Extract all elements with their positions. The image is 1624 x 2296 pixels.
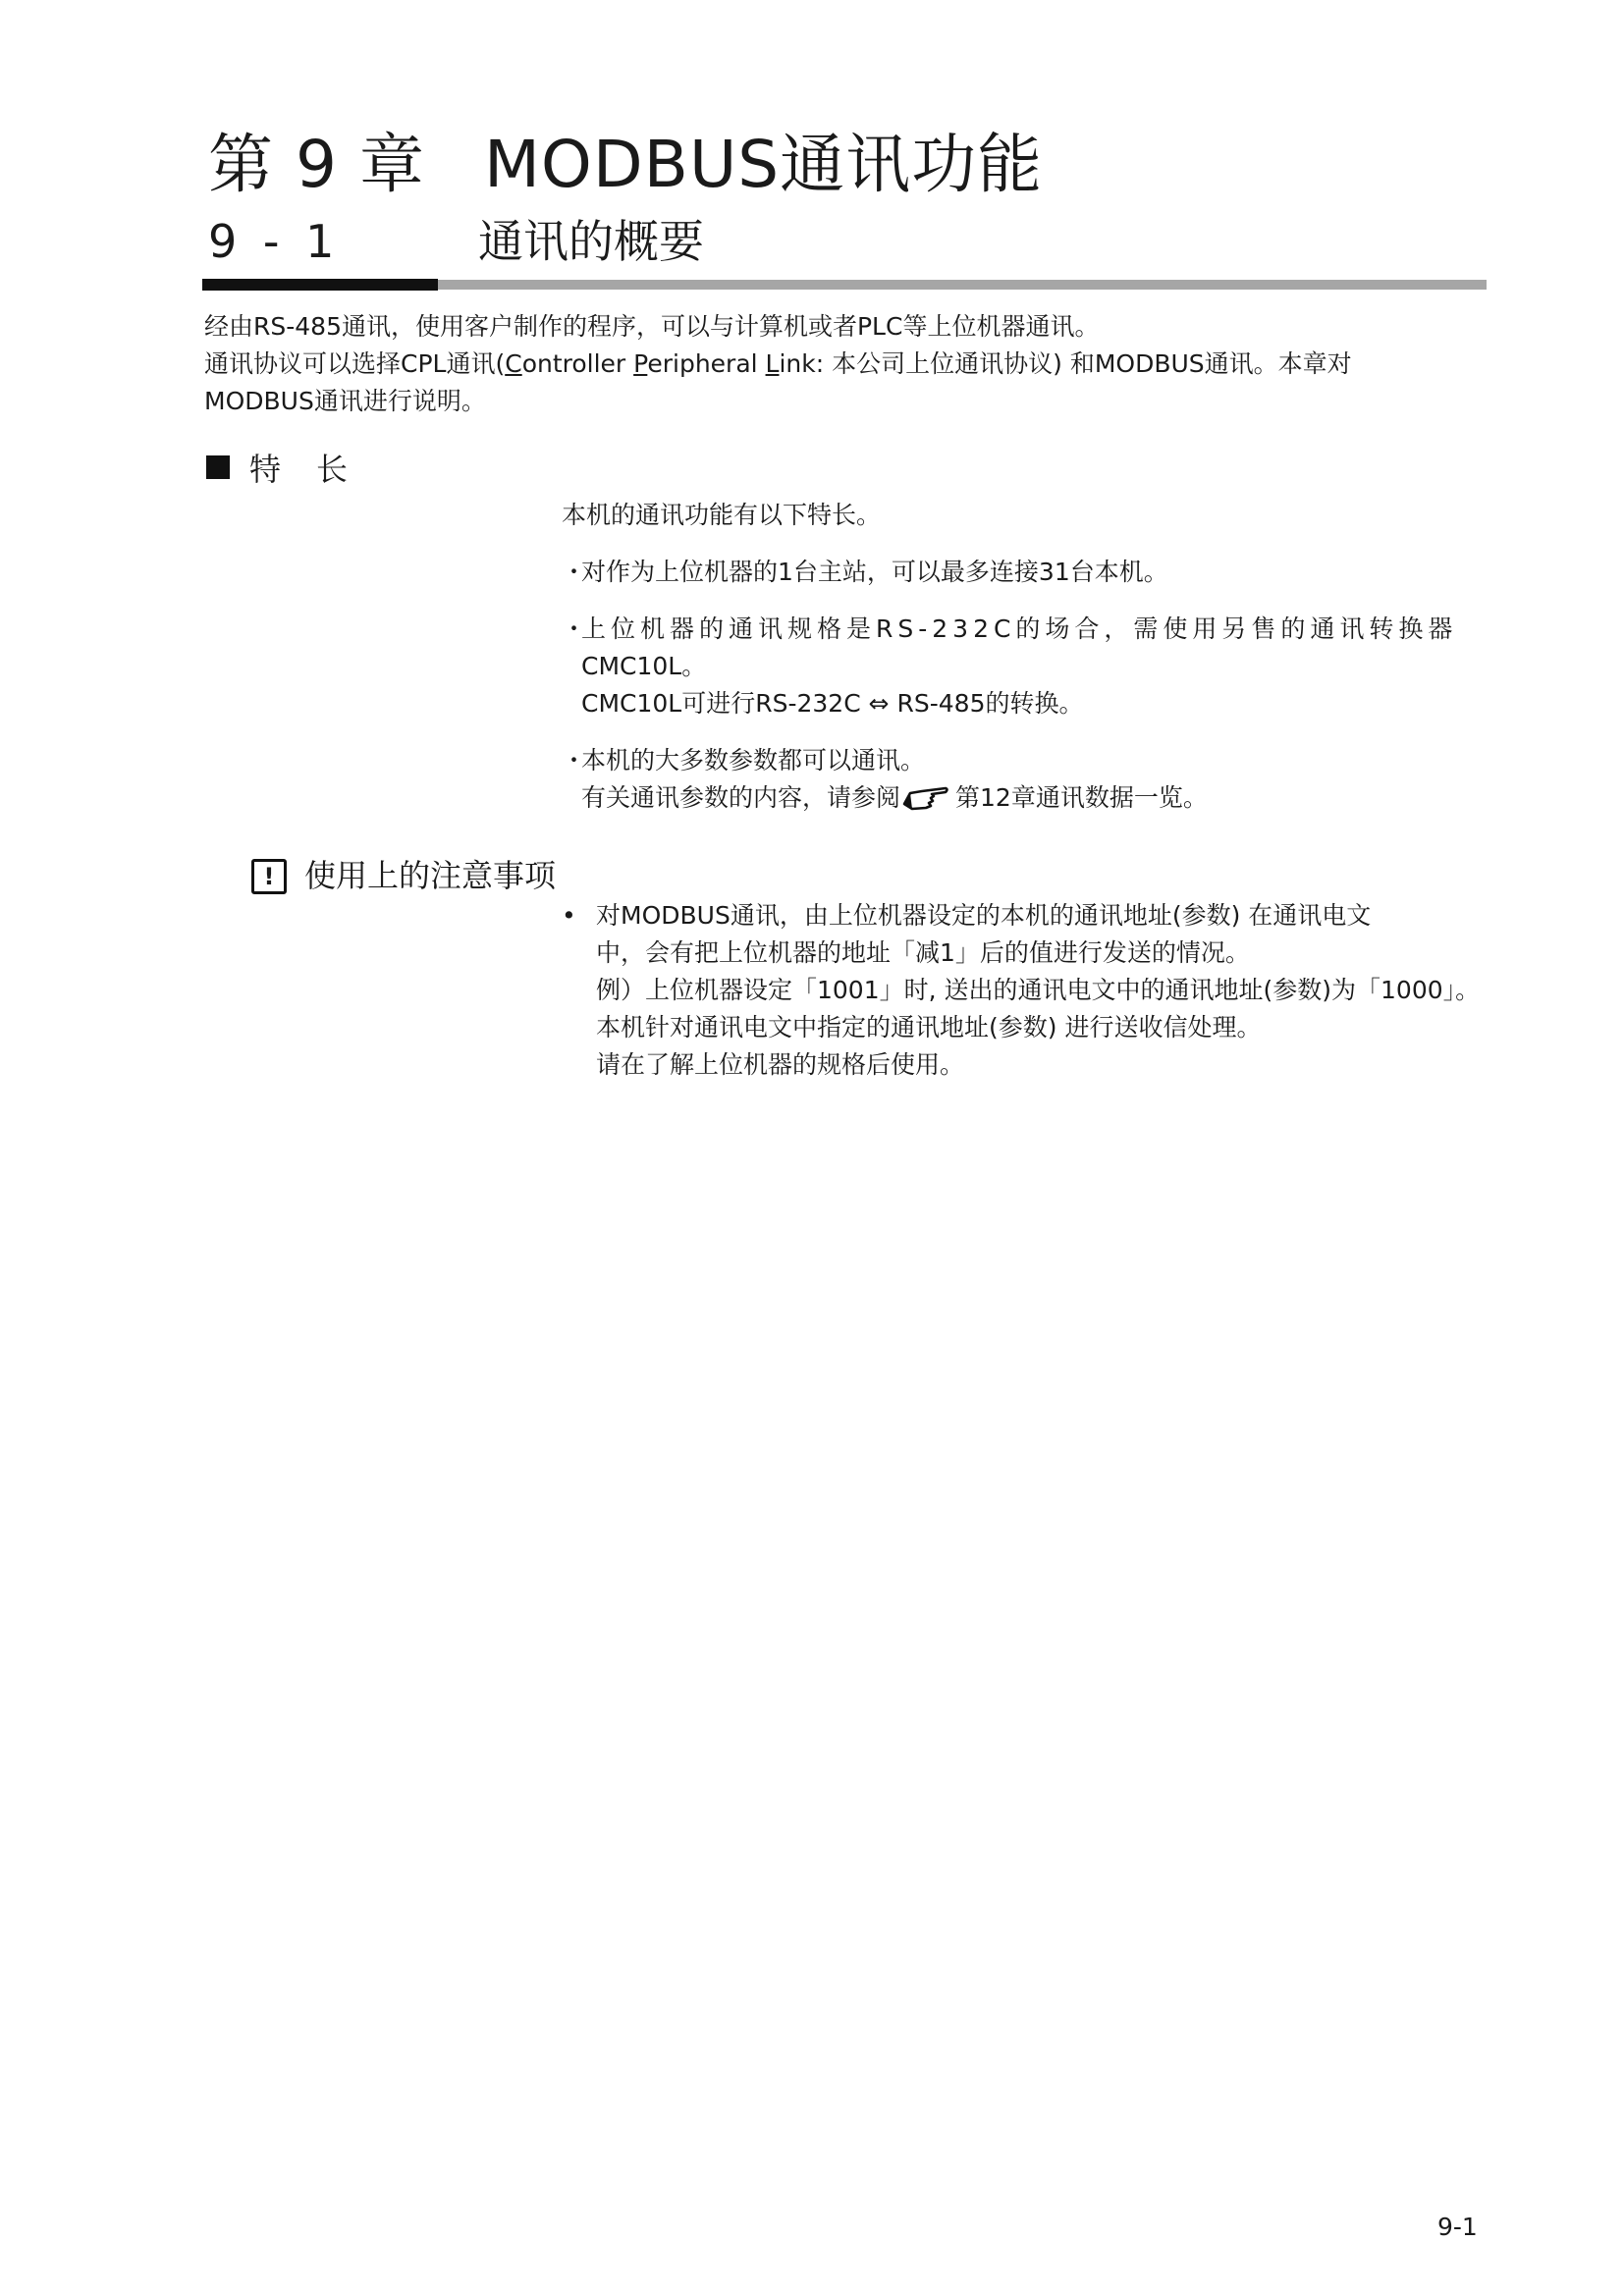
- page-number: 9-1: [1437, 2213, 1478, 2241]
- bullet: ・: [562, 558, 587, 586]
- bullet: ・: [562, 746, 587, 774]
- chapter-number: 第 9 章: [208, 127, 425, 202]
- section-number: 9 - 1: [208, 215, 341, 268]
- chapter-name: MODBUS通讯功能: [483, 127, 1044, 202]
- exclamation-box-icon: !: [251, 859, 287, 894]
- feature-item: ・ 上位机器的通讯规格是RS-232C的场合，需使用另售的通讯转换器 CMC10L。 CMC10L可进行RS-232C ⇔ RS-485的转换。: [562, 611, 1489, 722]
- intro-line: 通讯协议可以选择CPL通讯(Controller Peripheral Link: 本公司上位通讯协议) 和MODBUS通讯。本章对: [204, 349, 1352, 378]
- feature-item: ・ 对作为上位机器的1台主站，可以最多连接31台本机。: [562, 554, 1489, 591]
- caution-heading-label: 使用上的注意事项: [304, 857, 557, 894]
- reference-title: 通讯数据一览。: [1035, 783, 1208, 812]
- reference-chapter: 第12章: [955, 783, 1036, 812]
- caution-item: • 对MODBUS通讯，由上位机器设定的本机的通讯地址(参数) 在通讯电文 中，会有把上位机器的地址「减1」后的值进行发送的情况。 例）上位机器设定「1001」时, 送出的通讯电文中的通讯地址(参数)为「1000」。 本机针对通讯电文中指定的通讯地址(参数) 进行送收信处理。 请在了解上位机器的规格后使用。: [562, 897, 1489, 1084]
- section-title: 通讯的概要: [478, 215, 704, 268]
- features-lead: 本机的通讯功能有以下特长。: [562, 501, 882, 529]
- intro-line: MODBUS通讯进行说明。: [204, 387, 486, 415]
- square-bullet-icon: [206, 455, 230, 479]
- bullet: •: [562, 901, 576, 930]
- section-rule-light: [438, 280, 1487, 290]
- features-heading: [206, 450, 383, 489]
- caution-list: [562, 897, 1489, 1084]
- intro-line: 经由RS-485通讯，使用客户制作的程序，可以与计算机或者PLC等上位机器通讯。: [204, 312, 1100, 341]
- features-list: [562, 497, 1489, 836]
- bullet: ・: [562, 614, 587, 643]
- section-heading: [208, 214, 1485, 275]
- section-rule-dark: [202, 279, 438, 291]
- caution-heading: [251, 854, 556, 897]
- intro-paragraph: [204, 308, 1490, 420]
- pointing-hand-icon: [902, 782, 949, 812]
- features-heading-label: 特长: [249, 451, 384, 488]
- feature-item: ・ 本机的大多数参数都可以通讯。 有关通讯参数的内容，请参阅 第12章通讯数据一览。: [562, 742, 1489, 817]
- chapter-title: [208, 126, 1043, 204]
